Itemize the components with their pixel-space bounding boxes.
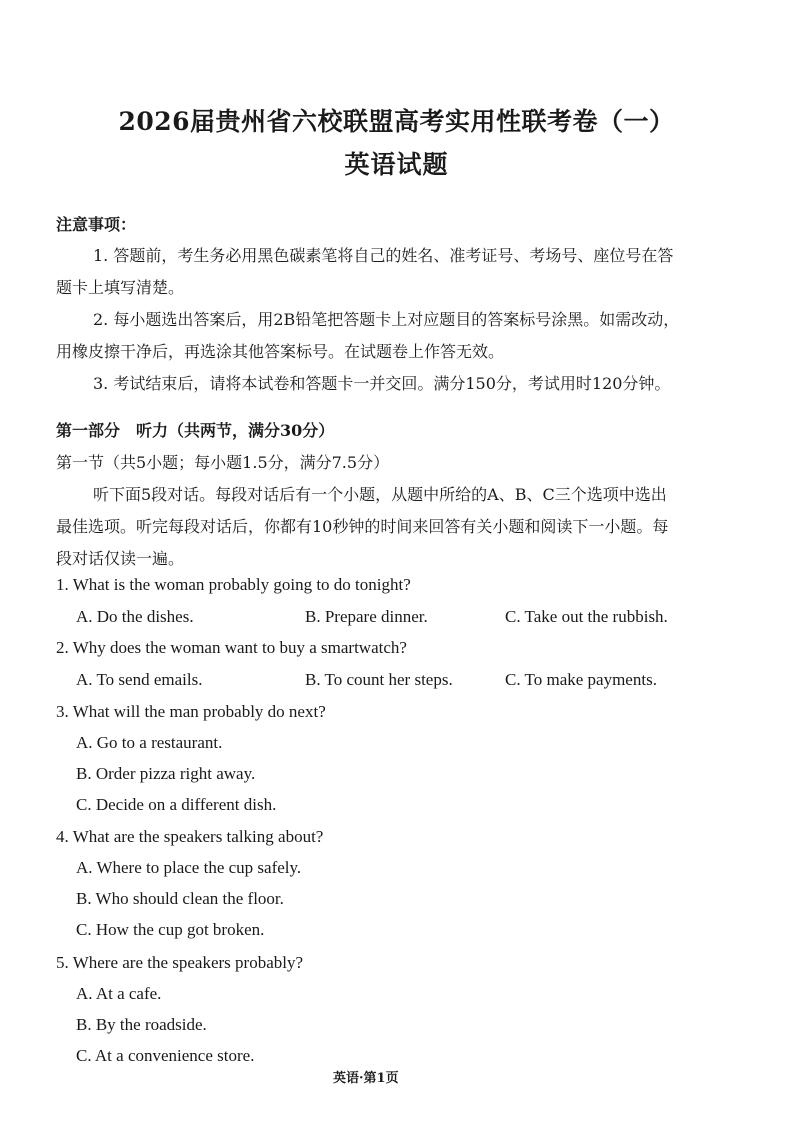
question-stem: 3. What will the man probably do next?	[56, 702, 326, 721]
instruction-line: 段对话仅读一遍。	[56, 549, 185, 568]
option-c[interactable]: C. To make payments.	[505, 670, 657, 689]
page-footer: 英语·第1页	[333, 1071, 399, 1086]
option-b[interactable]: B. To count her steps.	[305, 670, 453, 689]
exam-subtitle: 英语试题	[344, 150, 449, 179]
option-b[interactable]: B. Order pizza right away.	[76, 764, 256, 783]
section-heading: 第一节（共5小题；每小题1.5分，满分7.5分）	[56, 453, 390, 472]
option-b[interactable]: B. By the roadside.	[76, 1015, 207, 1034]
notice-line: 1. 答题前，考生务必用黑色碳素笔将自己的姓名、准考证号、考场号、座位号在答	[93, 246, 674, 265]
instruction-line: 最佳选项。听完每段对话后，你都有10秒钟的时间来回答有关小题和阅读下一小题。每	[56, 517, 669, 536]
notice-heading: 注意事项：	[56, 215, 137, 234]
notice-line: 3. 考试结束后，请将本试卷和答题卡一并交回。满分150分，考试用时120分钟。	[93, 374, 671, 393]
option-a[interactable]: A. At a cafe.	[76, 984, 162, 1003]
part-heading: 第一部分 听力（共两节，满分30分）	[56, 421, 335, 440]
question-stem: 2. Why does the woman want to buy a smartwatch?	[56, 638, 407, 657]
option-a[interactable]: A. To send emails.	[76, 670, 203, 689]
option-a[interactable]: A. Do the dishes.	[76, 607, 194, 626]
option-c[interactable]: C. Decide on a different dish.	[76, 795, 277, 814]
option-c[interactable]: C. At a convenience store.	[76, 1046, 255, 1065]
notice-line: 用橡皮擦干净后，再选涂其他答案标号。在试题卷上作答无效。	[56, 342, 505, 361]
option-a[interactable]: A. Go to a restaurant.	[76, 733, 223, 752]
option-c[interactable]: C. Take out the rubbish.	[505, 607, 668, 626]
notice-line: 题卡上填写清楚。	[56, 278, 185, 297]
exam-title: 2026届贵州省六校联盟高考实用性联考卷（一）	[118, 107, 675, 136]
option-b[interactable]: B. Who should clean the floor.	[76, 889, 284, 908]
option-b[interactable]: B. Prepare dinner.	[305, 607, 428, 626]
option-a[interactable]: A. Where to place the cup safely.	[76, 858, 302, 877]
instruction-line: 听下面5段对话。每段对话后有一个小题，从题中所给的A、B、C三个选项中选出	[93, 485, 667, 504]
question-stem: 5. Where are the speakers probably?	[56, 953, 304, 972]
option-c[interactable]: C. How the cup got broken.	[76, 920, 265, 939]
notice-line: 2. 每小题选出答案后，用2B铅笔把答题卡上对应题目的答案标号涂黑。如需改动，	[93, 310, 680, 329]
question-stem: 1. What is the woman probably going to do tonight?	[56, 575, 411, 594]
question-stem: 4. What are the speakers talking about?	[56, 827, 324, 846]
